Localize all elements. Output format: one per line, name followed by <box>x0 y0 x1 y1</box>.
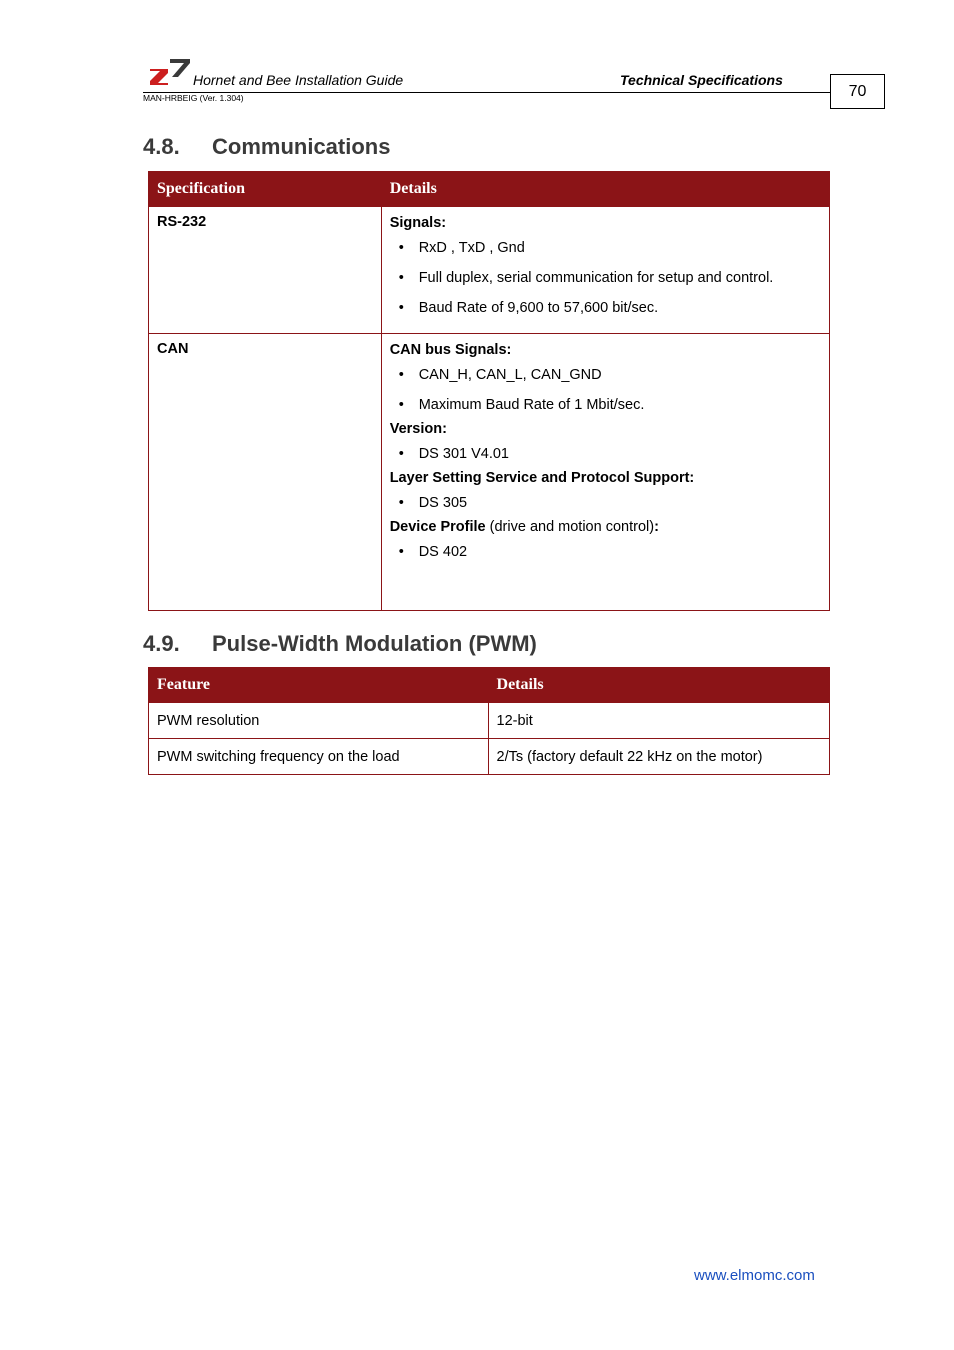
table-header-row <box>149 668 830 703</box>
spec-cell: CAN <box>149 334 382 611</box>
pwm-table <box>148 667 830 775</box>
list-item: • DS 301 V4.01 <box>390 445 821 463</box>
column-header: Details <box>488 668 829 703</box>
list-item: • Baud Rate of 9,600 to 57,600 bit/sec. <box>390 299 821 317</box>
details-cell <box>381 207 829 334</box>
section-heading-communications <box>143 134 390 160</box>
feature-cell: PWM switching frequency on the load <box>149 739 489 775</box>
details-cell: 2/Ts (factory default 22 kHz on the motor) <box>488 739 829 775</box>
document-version: MAN-HRBEIG (Ver. 1.304) <box>143 93 244 103</box>
document-title: Hornet and Bee Installation Guide <box>193 72 404 88</box>
column-header: Details <box>381 172 829 207</box>
list-item: • Full duplex, serial communication for setup and control. <box>390 269 821 287</box>
block-heading-suffix: (drive and motion control) <box>485 519 655 535</box>
list-item: • DS 402 <box>390 543 821 561</box>
communications-table <box>148 171 830 611</box>
elmo-logo <box>148 57 190 85</box>
details-cell <box>381 334 829 611</box>
section-title: Pulse-Width Modulation (PWM) <box>212 631 537 656</box>
header-divider <box>143 92 831 93</box>
table-row <box>149 703 830 739</box>
bullet-list <box>390 445 821 463</box>
block-heading-bold: Device Profile <box>389 519 486 535</box>
table-header-row <box>149 172 830 207</box>
chapter-title: Technical Specifications <box>620 72 783 88</box>
list-item: • Maximum Baud Rate of 1 Mbit/sec. <box>390 396 821 414</box>
list-item: • DS 305 <box>390 494 821 512</box>
table-row <box>149 334 830 611</box>
bullet-list <box>390 366 821 414</box>
list-item: • RxD , TxD , Gnd <box>390 239 821 257</box>
section-number: 4.8. <box>143 134 180 159</box>
section-number: 4.9. <box>143 631 180 656</box>
details-cell: 12-bit <box>488 703 829 739</box>
feature-cell: PWM resolution <box>149 703 489 739</box>
bullet-list <box>390 494 821 512</box>
block-heading: Layer Setting Service and Protocol Support: <box>389 470 695 486</box>
table-row <box>149 207 830 334</box>
column-header: Feature <box>149 668 489 703</box>
bullet-list <box>390 543 821 561</box>
section-title: Communications <box>212 134 391 159</box>
website-link[interactable]: www.elmomc.com <box>694 1267 815 1284</box>
list-item: • CAN_H, CAN_L, CAN_GND <box>390 366 821 384</box>
spec-cell: RS-232 <box>149 207 382 334</box>
block-heading <box>390 518 821 536</box>
bullet-list <box>390 239 821 317</box>
block-heading-colon: : <box>654 519 659 535</box>
page-number: 70 <box>830 74 885 109</box>
table-row <box>149 739 830 775</box>
block-heading: Signals: <box>389 215 447 231</box>
block-heading: Version: <box>389 421 447 437</box>
block-heading: CAN bus Signals: <box>389 342 512 358</box>
column-header: Specification <box>149 172 382 207</box>
section-heading-pwm <box>143 631 537 657</box>
